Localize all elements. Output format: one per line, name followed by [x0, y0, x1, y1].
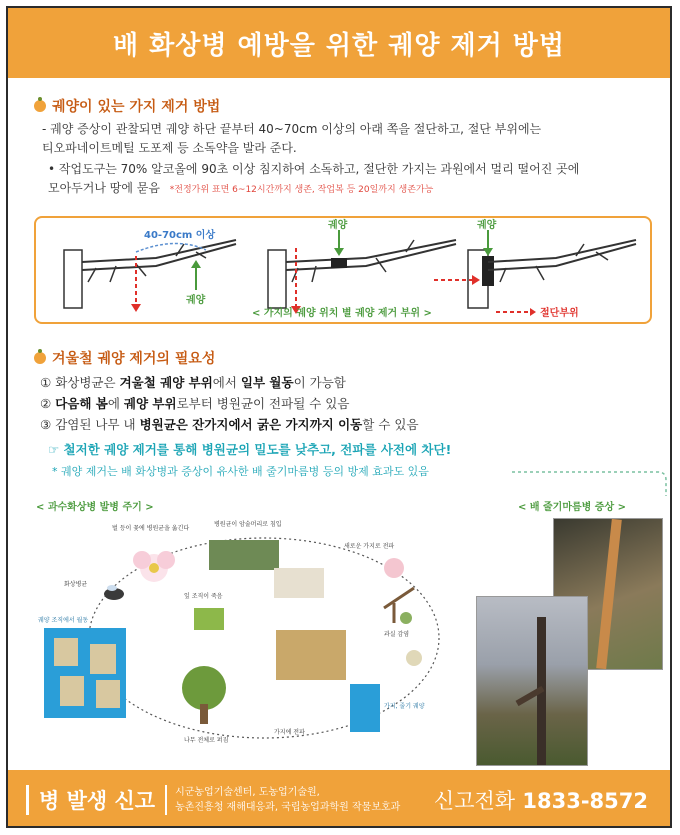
- para2-note: *전정가위 표면 6~12시간까지 생존, 작업복 등 20일까지 생존가능: [169, 185, 434, 195]
- section2-title: [34, 348, 215, 368]
- list-item: ③ 감염된 나무 내 병원균은 잔가지에서 굵은 가지까지 이동할 수 있음: [40, 417, 419, 432]
- section1-title: [34, 96, 220, 116]
- cycle-label: 화상병균: [64, 581, 88, 588]
- cycle-label: 병원균이 암술머리로 침입: [214, 521, 282, 528]
- cycle-label: 잎 조직이 죽음: [184, 593, 223, 600]
- poster: [6, 6, 672, 828]
- canker-label-3: 궤양: [477, 220, 497, 231]
- bark-image: [276, 630, 346, 680]
- photo-title: < 배 줄기마름병 증상 >: [518, 502, 626, 513]
- note-text: * 궤양 제거는 배 화상병과 증상이 유사한 배 줄기마름병 등의 방제 효과도 있음: [52, 465, 429, 478]
- agency-line1: 시군농업기술센터, 도농업기술원,: [175, 787, 320, 798]
- necessity-list: [40, 372, 419, 435]
- phone-number: 1833-8572: [522, 789, 648, 813]
- branch-2: [268, 218, 456, 314]
- section1-para1: [42, 120, 541, 158]
- branch-1: [64, 228, 236, 312]
- branch-icon: [384, 588, 414, 624]
- section1-title-text: 궤양이 있는 가지 제거 방법: [52, 99, 221, 115]
- leaf-image: [194, 608, 224, 630]
- cycle-label: 새로운 가지로 전파: [344, 543, 395, 550]
- canker-label-1: 궤양: [186, 295, 206, 306]
- legend-cut-label: 절단부위: [540, 308, 579, 319]
- phone-label: 신고전화: [433, 789, 516, 813]
- cycle-label: 궤양 조직에서 월동: [38, 617, 89, 624]
- symptom-photo-2: [476, 596, 588, 766]
- cycle-label: 가지, 줄기 궤양: [384, 703, 425, 710]
- section1-para2: [48, 160, 579, 200]
- cycle-label: 가지에 전파: [274, 729, 305, 736]
- pear-icon: [34, 100, 46, 112]
- footer-title: 병 발생 신고: [26, 785, 167, 815]
- section2-title-text: 겨울철 궤양 제거의 필요성: [52, 351, 216, 367]
- cycle-label: 과실 감염: [384, 631, 410, 638]
- cycle-title: < 과수화상병 발병 주기 >: [36, 502, 154, 513]
- branch-diagram-svg: [36, 218, 650, 322]
- tree-icon: [182, 666, 226, 724]
- twig-image: [209, 540, 279, 570]
- para2-line2: 모아두거나 땅에 묻음: [48, 181, 160, 195]
- para2-line1: • 작업도구는 70% 알코올에 90초 이상 침지하여 소독하고, 절단한 가지는 과원에서 멀리 떨어진 곳에: [48, 162, 580, 176]
- footer-agencies: [175, 785, 400, 815]
- bee-icon: [104, 585, 124, 600]
- branch-3: [434, 218, 636, 308]
- flower-icon: [133, 551, 175, 582]
- stem-panel: [350, 684, 380, 732]
- list-item: ① 화상병균은 겨울철 궤양 부위에서 일부 월동이 가능함: [40, 375, 346, 390]
- para1-line1: - 궤양 증상이 관찰되면 궤양 하단 끝부터 40~70cm 이상의 아래 쪽을 절단하고, 절단 부위에는: [42, 122, 542, 136]
- page-title: 배 화상병 예방을 위한 궤양 제거 방법: [112, 30, 566, 61]
- list-item: ② 다음해 봄에 궤양 부위로부터 병원균이 전파될 수 있음: [40, 396, 350, 411]
- footer-phone: [434, 785, 648, 815]
- pear-icon: [34, 352, 46, 364]
- fruit-icon: [384, 558, 422, 666]
- header-banner: [8, 8, 670, 78]
- report-footer: [8, 770, 670, 828]
- cycle-label: 벌 등이 꽃에 병원균을 옮긴다: [112, 525, 190, 532]
- disease-cycle-illustration: [34, 508, 484, 768]
- distance-label: 40-70cm 이상: [144, 230, 216, 241]
- cycle-label: 나무 전체로 퍼짐: [184, 737, 229, 744]
- diagram-caption: < 가지의 궤양 위치 별 궤양 제거 부위 >: [252, 308, 432, 319]
- para1-line2: 티오파네이트메틸 도포제 등 소독약을 발라 준다.: [42, 141, 297, 155]
- canker-label-2: 궤양: [328, 220, 348, 231]
- agency-line2: 농촌진흥청 재해대응과, 국립농업과학원 작물보호과: [175, 802, 401, 813]
- canker-diagram: [34, 216, 652, 324]
- highlight-text: ☞ 철저한 궤양 제거를 통해 병원균의 밀도를 낮추고, 전파를 사전에 차단!: [48, 442, 452, 457]
